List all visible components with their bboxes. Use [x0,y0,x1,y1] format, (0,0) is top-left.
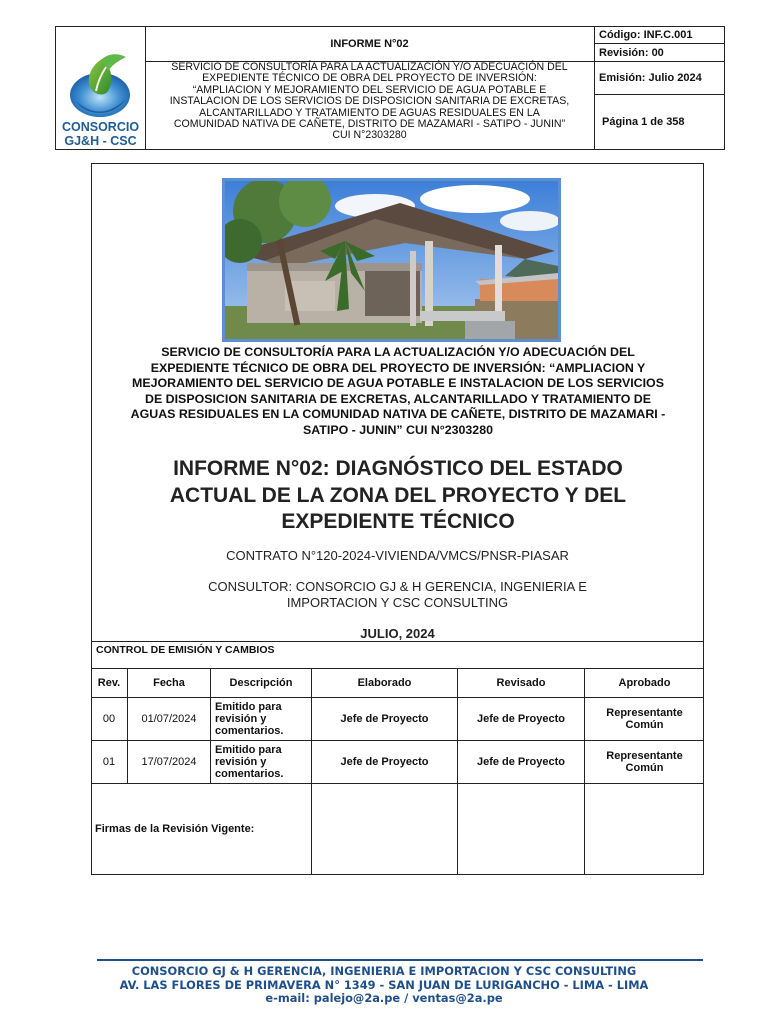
column-header: Revisado [458,669,585,698]
consultant-line: IMPORTACION Y CSC CONSULTING [286,595,509,610]
report-label: INFORME N°02 [145,27,594,62]
signature-box-revisado [458,784,585,874]
document-code: Código: INF.C.001 [594,27,724,44]
table-cell: Jefe de Proyecto [458,698,585,741]
table-cell: Jefe de Proyecto [312,698,458,741]
header-title-cell [145,27,595,149]
footer-email: e-mail: palejo@2a.pe / ventas@2a.pe [265,991,503,1005]
service-line: “AMPLIACION Y MEJORAMIENTO DEL SERVICIO DE AGUA POTABLE E [192,83,547,96]
subject-line: DE DISPOSICION SANITARIA DE EXCRETAS, ALCANTARILLADO Y TRATAMIENTO DE [145,391,651,406]
table-cell: Representante Común [585,741,704,784]
table-cell: 01/07/2024 [128,698,211,741]
column-header: Descripción [211,669,312,698]
column-header: Rev. [91,669,128,698]
table-cell: Jefe de Proyecto [312,741,458,784]
logo-name-line1: CONSORCIO [61,120,140,134]
report-title [132,456,664,536]
service-line: COMUNIDAD NATIVA DE CAÑETE, DISTRITO DE MAZAMARI - SATIPO - JUNIN” [173,118,566,131]
table-cell: 01 [91,741,128,784]
project-subject [112,345,684,438]
column-header: Elaborado [312,669,458,698]
service-line: EXPEDIENTE TÉCNICO DE OBRA DEL PROYECTO DE INVERSIÓN: [202,72,537,85]
page-number: Página 1 de 358 [602,116,685,128]
service-description [145,61,594,149]
service-line: ALCANTARILLADO Y TRATAMIENTO DE AGUAS RESIDUALES EN LA [199,106,540,119]
building-photo [222,178,561,342]
document-metadata [594,27,724,149]
logo-cell [56,27,146,149]
document-revision: Revisión: 00 [594,44,724,62]
title-line: EXPEDIENTE TÉCNICO [281,510,515,533]
consultant-line: CONSULTOR: CONSORCIO GJ & H GERENCIA, INGENIERIA E [208,579,587,594]
column-header: Fecha [128,669,211,698]
document-header [55,26,725,150]
document-emission: Emisión: Julio 2024 [594,62,724,95]
table-cell: Emitido para revisión y comentarios. [211,741,312,784]
subject-line: SATIPO - JUNIN” CUI N°2303280 [303,422,493,437]
table-cell: 17/07/2024 [128,741,211,784]
title-line: ACTUAL DE LA ZONA DEL PROYECTO Y DEL [169,483,627,507]
table-cell: 00 [91,698,128,741]
subject-line: EXPEDIENTE TÉCNICO DE OBRA DEL PROYECTO DE INVERSIÓN: “AMPLIACION Y [150,360,646,375]
cover-date: JULIO, 2024 [360,626,435,641]
table-cell: Representante Común [585,698,704,741]
subject-line: MEJORAMIENTO DEL SERVICIO DE AGUA POTABLE E INSTALACION DE LOS SERVICIOS [132,376,664,390]
column-header: Aprobado [585,669,704,698]
service-line: SERVICIO DE CONSULTORÍA PARA LA ACTUALIZACIÓN Y/O ADECUACIÓN DEL [171,61,568,73]
subject-line: AGUAS RESIDUALES EN LA COMUNIDAD NATIVA DE CAÑETE, DISTRITO DE MAZAMARI - [130,407,666,421]
consultant [192,579,603,611]
signature-box-aprobado [585,784,704,874]
footer-address: AV. LAS FLORES DE PRIMAVERA N° 1349 - SAN JUAN DE LURIGANCHO - LIMA - LIMA [119,977,649,992]
footer-divider [97,959,703,961]
footer-company: CONSORCIO GJ & H GERENCIA, INGENIERIA E IMPORTACION Y CSC CONSULTING [131,964,637,978]
service-line: CUI N°2303280 [332,129,407,142]
contract-number: CONTRATO N°120-2024-VIVIENDA/VMCS/PNSR-PIASAR [226,548,569,563]
change-control-table [91,641,704,875]
table-cell: Emitido para revisión y comentarios. [211,698,312,741]
title-line: INFORME N°02: DIAGNÓSTICO DEL ESTADO [173,457,623,480]
subject-line: SERVICIO DE CONSULTORÍA PARA LA ACTUALIZACIÓN Y/O ADECUACIÓN DEL [161,345,635,359]
table-cell: Jefe de Proyecto [458,741,585,784]
signature-box-elaborado [312,784,458,874]
document-footer [0,965,768,1006]
logo-name-line2: GJ&H - CSC [64,134,137,148]
water-drop-leaf-logo [56,27,145,117]
control-table-title: CONTROL DE EMISIÓN Y CAMBIOS [91,641,704,669]
service-line: INSTALACION DE LOS SERVICIOS DE DISPOSICION SANITARIA DE EXCRETAS, [169,95,570,108]
signatures-label: Firmas de la Revisión Vigente: [91,784,312,874]
